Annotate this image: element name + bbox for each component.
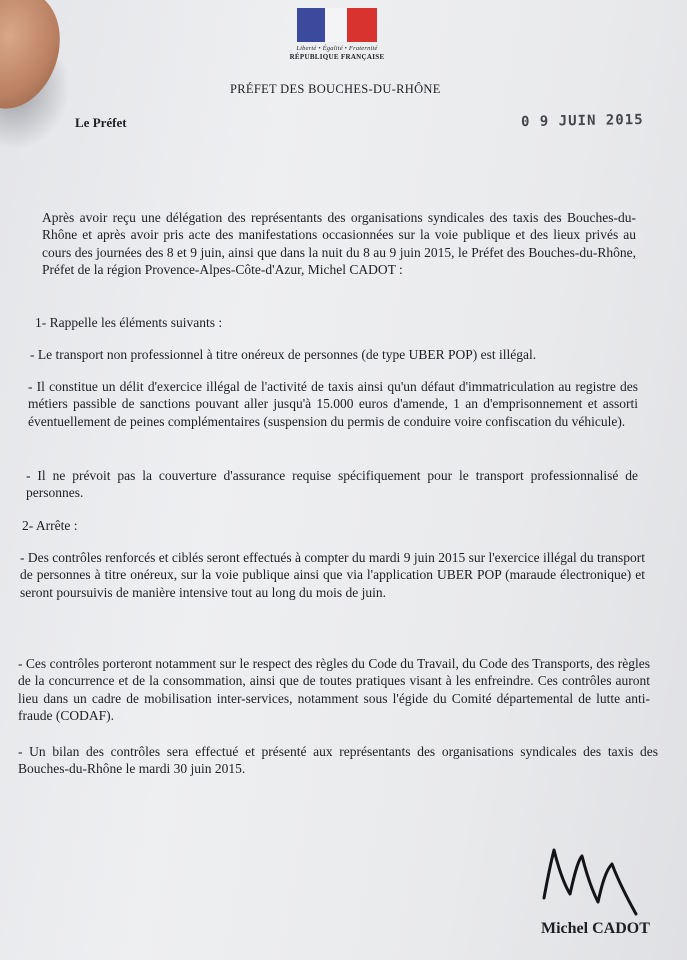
date-stamp: 0 9 JUIN 2015 bbox=[520, 111, 644, 131]
section1-item-2: - Il constitue un délit d'exercice illégal de l'activité de taxis ainsi qu'un défaut d'immatriculation au registre des métiers passible de sanctions pouvant aller jusqu'à 15.000 euros d'amende, 1 an d'emprisonnement et assorti éventuellement de peines complémentaires (suspension du permis de conduire voire confiscation du véhicule). bbox=[28, 379, 638, 429]
marianne-logo bbox=[284, 8, 390, 61]
section1-item-3: - Il ne prévoit pas la couverture d'assurance requise spécifiquement pour le transport professionnalisé de personnes. bbox=[26, 468, 638, 501]
section2-item-2: - Ces contrôles porteront notamment sur le respect des règles du Code du Travail, du Code des Transports, des règles de la concurrence et de la consommation, ainsi que de toutes pratiques visant à les enfreindre. Ces contrôles auront lieu dans un cadre de mobilisation inter-services, notamment sous l'égide du Comité départemental de lutte anti-fraude (CODAF). bbox=[18, 656, 650, 724]
signatory-name: Michel CADOT bbox=[541, 920, 650, 937]
section1-item-1: - Le transport non professionnel à titre onéreux de personnes (de type UBER POP) est illégal. bbox=[30, 347, 537, 362]
intro-paragraph: Après avoir reçu une délégation des représentants des organisations syndicales des taxis des Bouches-du-Rhône et après avoir pris acte des manifestations occasionnées sur la voie publique et des lieux privés au cours des journées des 8 et 9 juin, ainsi que dans la nuit du 8 au 9 juin 2015, le Préfet des Bouches-du-Rhône, Préfet de la région Provence-Alpes-Côte-d'Azur, Michel CADOT : bbox=[42, 210, 636, 278]
flag-white-band bbox=[325, 8, 347, 42]
section2-item-3: - Un bilan des contrôles sera effectué et présenté aux représentants des organisations syndicales des taxis des Bouches-du-Rhône le mardi 30 juin 2015. bbox=[18, 744, 658, 777]
section2-heading: 2- Arrête : bbox=[22, 518, 78, 533]
flag-red-band bbox=[347, 8, 377, 42]
republic-name: RÉPUBLIQUE FRANÇAISE bbox=[289, 53, 385, 61]
tricolor-flag-icon bbox=[284, 8, 390, 42]
section1-heading: 1- Rappelle les éléments suivants : bbox=[35, 315, 223, 330]
handwritten-signature bbox=[540, 836, 670, 921]
prefecture-title: PRÉFET DES BOUCHES-DU-RHÔNE bbox=[230, 82, 441, 96]
sender-label: Le Préfet bbox=[75, 115, 127, 130]
republic-motto: Liberté • Égalité • Fraternité bbox=[296, 45, 378, 52]
flag-blue-band bbox=[297, 8, 325, 42]
section2-item-1: - Des contrôles renforcés et ciblés seront effectués à compter du mardi 9 juin 2015 sur l'exercice illégal du transport de personnes à titre onéreux, sur la voie publique ainsi que via l'application UBER POP (maraude électronique) et seront poursuivis de manière intensive tout au long du mois de juin. bbox=[20, 550, 645, 600]
